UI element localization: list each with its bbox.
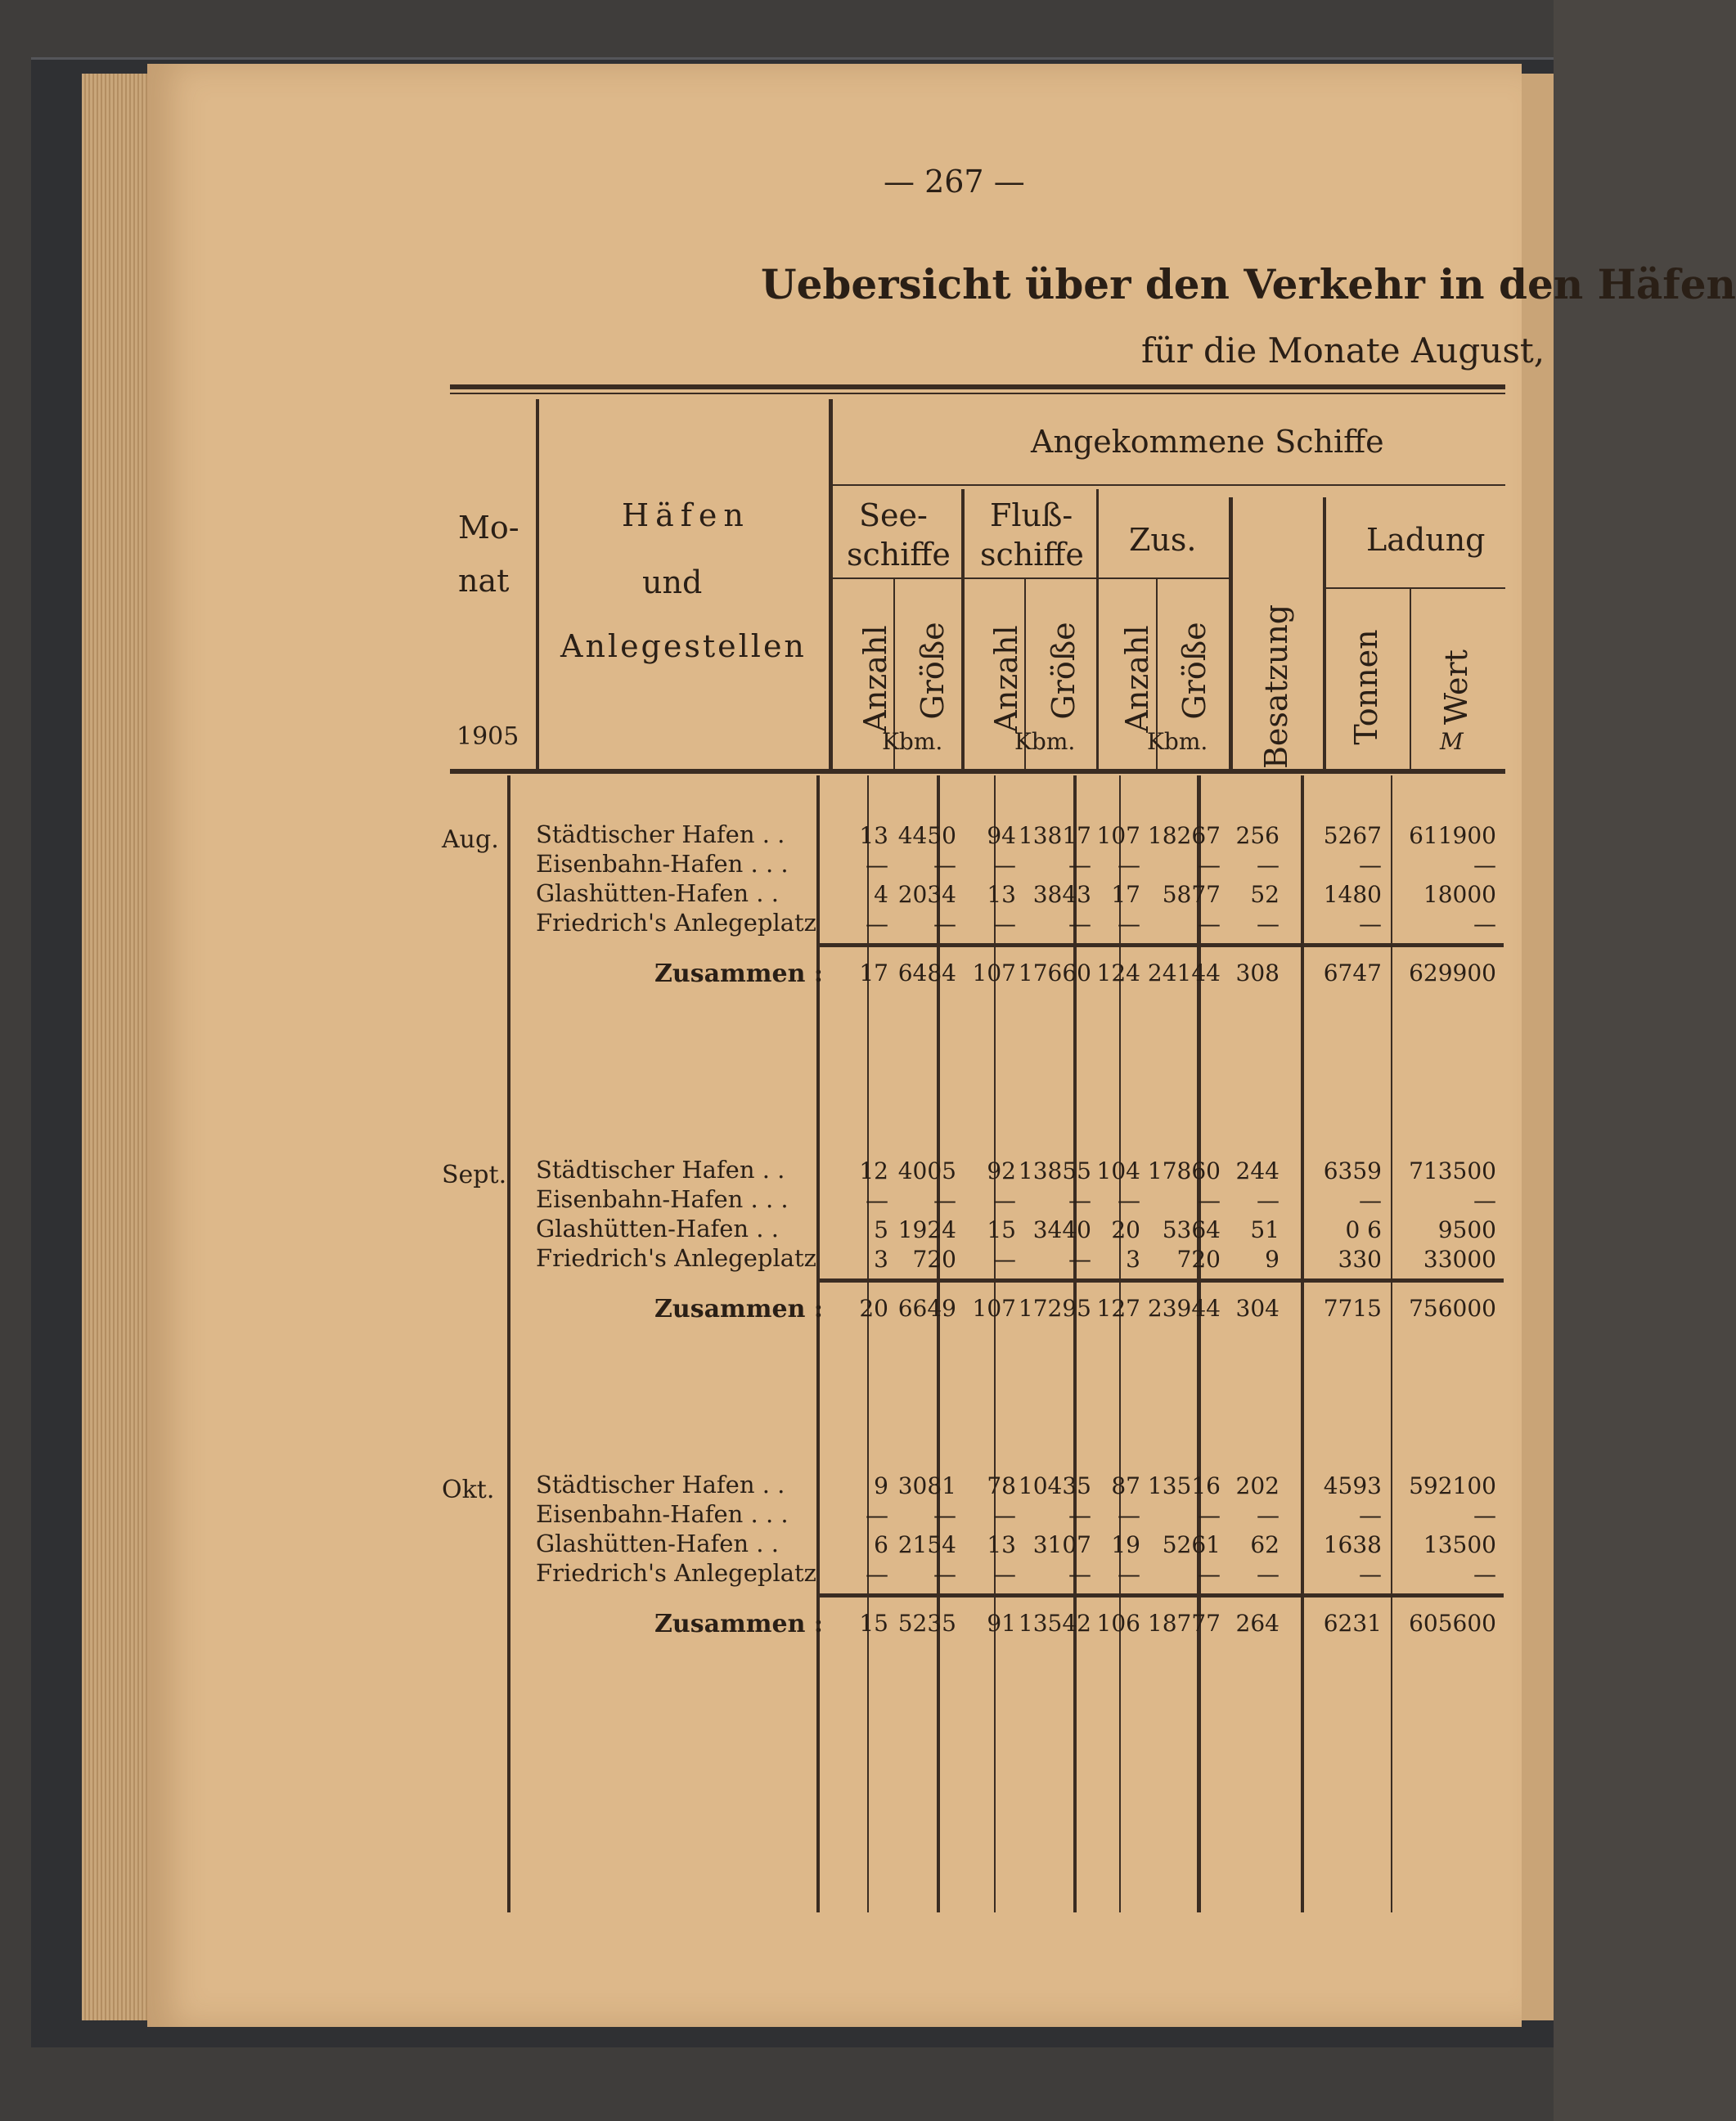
- table-cell: —: [1359, 910, 1382, 937]
- table-cell: 244: [1235, 1157, 1280, 1184]
- table-cell: 3843: [1032, 881, 1091, 908]
- table-cell: —: [1359, 1502, 1382, 1529]
- header-ladung: Ladung: [1366, 522, 1486, 558]
- table-cell: —: [993, 1502, 1016, 1529]
- table-cell: —: [993, 852, 1016, 879]
- header-anzahl-fluss: Anzahl: [988, 625, 1024, 733]
- header-besatzung: Besatzung: [1258, 604, 1294, 769]
- body-rule-month: [507, 775, 510, 1912]
- header-zus: Zus.: [1129, 522, 1197, 558]
- table-cell: 3081: [897, 1472, 956, 1499]
- page-title: Uebersicht über den Verkehr in den Häfen: [761, 260, 1736, 308]
- header-mark: M: [1440, 728, 1464, 755]
- table-cell: —: [1473, 1502, 1496, 1529]
- table-cell: —: [866, 1187, 888, 1214]
- col-rule-see: [961, 489, 965, 771]
- table-cell: 17: [1111, 881, 1140, 908]
- total-cell: 264: [1235, 1610, 1280, 1637]
- port-name: Glashütten-Hafen . .: [536, 879, 779, 907]
- table-cell: 18000: [1423, 881, 1496, 908]
- table-cell: 1480: [1323, 881, 1382, 908]
- col-rule-zus: [1229, 497, 1233, 771]
- port-name: Städtischer Hafen . .: [536, 1471, 785, 1499]
- total-cell: 107: [972, 1295, 1016, 1322]
- table-cell: 78: [987, 1472, 1016, 1499]
- header-wert: Wert: [1438, 649, 1474, 725]
- total-cell: 17: [859, 959, 888, 986]
- table-cell: 33000: [1423, 1246, 1496, 1273]
- table-cell: 92: [987, 1157, 1016, 1184]
- total-cell: 127: [1096, 1295, 1140, 1322]
- month-label: Sept.: [442, 1161, 507, 1189]
- table-cell: 12: [859, 1157, 888, 1184]
- month-label: Okt.: [442, 1476, 495, 1504]
- header-anzahl-see: Anzahl: [857, 625, 893, 733]
- total-cell: 13542: [1018, 1610, 1091, 1637]
- table-cell: —: [1359, 1187, 1382, 1214]
- table-cell: 4005: [897, 1157, 956, 1184]
- table-cell: —: [1359, 1561, 1382, 1588]
- table-cell: —: [1257, 1561, 1280, 1588]
- table-cell: —: [933, 1502, 956, 1529]
- table-cell: 51: [1250, 1216, 1280, 1243]
- total-cell: 106: [1096, 1610, 1140, 1637]
- total-rule: [816, 1278, 1504, 1283]
- total-cell: 15: [859, 1610, 888, 1637]
- col-rule-hafen: [829, 399, 833, 771]
- total-cell: 6484: [897, 959, 956, 986]
- col-rule-month: [536, 399, 539, 771]
- table-cell: 720: [1176, 1246, 1221, 1273]
- table-cell: 1638: [1323, 1531, 1382, 1558]
- table-cell: —: [993, 1561, 1016, 1588]
- table-cell: —: [1198, 1561, 1221, 1588]
- table-cell: —: [1359, 852, 1382, 879]
- table-cell: 107: [1096, 822, 1140, 849]
- total-cell: 124: [1096, 959, 1140, 986]
- table-cell: 3: [874, 1246, 888, 1273]
- header-anlegestellen: Anlegestellen: [560, 628, 807, 664]
- header-tonnen: Tonnen: [1348, 629, 1384, 745]
- table-cell: 6: [874, 1531, 888, 1558]
- table-cell: 4593: [1323, 1472, 1382, 1499]
- table-cell: 4: [874, 881, 888, 908]
- table-cell: 3440: [1032, 1216, 1091, 1243]
- total-cell: 5235: [897, 1610, 956, 1637]
- port-name: Friedrich's Anlegeplatz: [536, 1244, 816, 1272]
- total-cell: 17295: [1018, 1295, 1091, 1322]
- col-rule-besatzung: [1323, 497, 1326, 771]
- total-cell: 605600: [1409, 1610, 1496, 1637]
- table-cell: 5877: [1162, 881, 1221, 908]
- table-cell: 13: [859, 822, 888, 849]
- total-cell: 304: [1235, 1295, 1280, 1322]
- table-cell: —: [1118, 1561, 1140, 1588]
- total-cell: 308: [1235, 959, 1280, 986]
- table-cell: 13: [987, 881, 1016, 908]
- table-cell: —: [1068, 910, 1091, 937]
- table-cell: —: [1257, 910, 1280, 937]
- header-und: und: [642, 564, 703, 600]
- port-name: Friedrich's Anlegeplatz: [536, 1559, 816, 1587]
- table-cell: 592100: [1409, 1472, 1496, 1499]
- top-rule: [450, 384, 1505, 389]
- table-cell: 5261: [1162, 1531, 1221, 1558]
- table-cell: —: [933, 910, 956, 937]
- table-cell: 13500: [1423, 1531, 1496, 1558]
- total-cell: 23944: [1147, 1295, 1221, 1322]
- total-rule: [816, 1593, 1504, 1597]
- table-cell: 13: [987, 1531, 1016, 1558]
- header-fluss-1: Fluß-: [990, 497, 1073, 533]
- col-rule-fluss: [1096, 489, 1099, 771]
- table-cell: —: [1068, 1502, 1091, 1529]
- header-monat-2: nat: [458, 563, 510, 599]
- table-cell: —: [1473, 910, 1496, 937]
- table-cell: 9: [1265, 1246, 1280, 1273]
- total-cell: 91: [987, 1610, 1016, 1637]
- table-cell: 20: [1111, 1216, 1140, 1243]
- total-rule: [816, 943, 1504, 947]
- table-cell: 18267: [1147, 822, 1221, 849]
- total-cell: 20: [859, 1295, 888, 1322]
- table-cell: —: [1198, 1187, 1221, 1214]
- col-sub-ladung: [1410, 587, 1411, 771]
- port-name: Glashütten-Hafen . .: [536, 1215, 779, 1242]
- table-cell: 611900: [1409, 822, 1496, 849]
- top-rule-thin: [450, 393, 1505, 394]
- table-cell: 13855: [1018, 1157, 1091, 1184]
- header-kbm-fluss: Kbm.: [1014, 728, 1076, 755]
- header-year: 1905: [456, 722, 519, 751]
- table-cell: —: [1068, 1187, 1091, 1214]
- total-label: Zusammen :: [654, 1295, 823, 1323]
- table-cell: 202: [1235, 1472, 1280, 1499]
- table-cell: 713500: [1409, 1157, 1496, 1184]
- table-cell: 9: [874, 1472, 888, 1499]
- total-label: Zusammen :: [654, 959, 823, 988]
- table-cell: 5267: [1323, 822, 1382, 849]
- table-cell: 330: [1338, 1246, 1382, 1273]
- table-cell: —: [993, 1246, 1016, 1273]
- table-cell: 87: [1111, 1472, 1140, 1499]
- port-name: Städtischer Hafen . .: [536, 820, 785, 848]
- table-cell: —: [993, 910, 1016, 937]
- table-cell: —: [1198, 852, 1221, 879]
- sub-rule-ladung: [1325, 587, 1505, 589]
- table-cell: —: [1257, 852, 1280, 879]
- table-cell: —: [1257, 1502, 1280, 1529]
- total-cell: 756000: [1409, 1295, 1496, 1322]
- table-cell: 104: [1096, 1157, 1140, 1184]
- table-cell: —: [866, 1561, 888, 1588]
- header-anzahl-zus: Anzahl: [1119, 625, 1155, 733]
- table-cell: 256: [1235, 822, 1280, 849]
- table-cell: 13817: [1018, 822, 1091, 849]
- header-fluss-2: schiffe: [980, 537, 1084, 573]
- table-cell: 5: [874, 1216, 888, 1243]
- table-cell: —: [866, 1502, 888, 1529]
- table-cell: —: [1068, 1561, 1091, 1588]
- header-hafen: Häfen: [622, 497, 750, 533]
- table-cell: —: [1257, 1187, 1280, 1214]
- table-cell: 1924: [897, 1216, 956, 1243]
- table-cell: —: [933, 1561, 956, 1588]
- table-cell: —: [1068, 1246, 1091, 1273]
- port-name: Eisenbahn-Hafen . . .: [536, 1500, 789, 1528]
- table-cell: —: [1118, 910, 1140, 937]
- table-cell: 2034: [897, 881, 956, 908]
- sub-rule-ships: [830, 577, 1231, 579]
- total-cell: 7715: [1323, 1295, 1382, 1322]
- page-number: — 267 —: [884, 164, 1025, 200]
- total-cell: 6231: [1323, 1610, 1382, 1637]
- table-cell: —: [1118, 852, 1140, 879]
- header-seeschiffe-2: schiffe: [847, 537, 951, 573]
- total-cell: 6747: [1323, 959, 1382, 986]
- header-groesse-fluss: Größe: [1046, 622, 1082, 720]
- table-cell: —: [1118, 1502, 1140, 1529]
- table-cell: 9500: [1437, 1216, 1496, 1243]
- table-cell: —: [933, 1187, 956, 1214]
- total-cell: 6649: [897, 1295, 956, 1322]
- table-cell: 62: [1250, 1531, 1280, 1558]
- header-angekommene: Angekommene Schiffe: [1031, 424, 1384, 460]
- header-groesse-zus: Größe: [1176, 622, 1212, 720]
- table-cell: —: [866, 910, 888, 937]
- page-subtitle: für die Monate August,: [1141, 330, 1545, 371]
- table-cell: 13516: [1147, 1472, 1221, 1499]
- port-name: Städtischer Hafen . .: [536, 1156, 785, 1184]
- total-cell: 24144: [1147, 959, 1221, 986]
- table-cell: 0 6: [1345, 1216, 1382, 1243]
- port-name: Glashütten-Hafen . .: [536, 1530, 779, 1557]
- month-label: Aug.: [442, 825, 499, 854]
- table-cell: —: [1198, 910, 1221, 937]
- port-name: Eisenbahn-Hafen . . .: [536, 1185, 789, 1213]
- total-cell: 107: [972, 959, 1016, 986]
- table-cell: 6359: [1323, 1157, 1382, 1184]
- total-cell: 17660: [1018, 959, 1091, 986]
- total-label: Zusammen :: [654, 1610, 823, 1638]
- table-cell: 10435: [1018, 1472, 1091, 1499]
- table-cell: —: [1473, 1187, 1496, 1214]
- header-kbm-see: Kbm.: [882, 728, 943, 755]
- table-cell: —: [933, 852, 956, 879]
- table-cell: 94: [987, 822, 1016, 849]
- table-cell: —: [1198, 1502, 1221, 1529]
- port-name: Eisenbahn-Hafen . . .: [536, 850, 789, 878]
- table-cell: —: [1473, 1561, 1496, 1588]
- table-cell: 3: [1126, 1246, 1140, 1273]
- header-bottom-rule: [450, 769, 1505, 774]
- table-cell: —: [1473, 852, 1496, 879]
- table-cell: —: [1068, 852, 1091, 879]
- table-cell: 15: [987, 1216, 1016, 1243]
- table-cell: 52: [1250, 881, 1280, 908]
- table-cell: —: [866, 852, 888, 879]
- header-kbm-zus: Kbm.: [1147, 728, 1208, 755]
- header-groesse-see: Größe: [915, 622, 951, 720]
- table-cell: —: [993, 1187, 1016, 1214]
- table-cell: 19: [1111, 1531, 1140, 1558]
- total-cell: 18777: [1147, 1610, 1221, 1637]
- angekommene-rule: [830, 484, 1505, 486]
- total-cell: 629900: [1409, 959, 1496, 986]
- table-cell: 720: [912, 1246, 956, 1273]
- header-seeschiffe-1: See-: [859, 497, 928, 533]
- table-cell: 17860: [1147, 1157, 1221, 1184]
- port-name: Friedrich's Anlegeplatz: [536, 909, 816, 937]
- table-cell: 4450: [897, 822, 956, 849]
- table-cell: 3107: [1032, 1531, 1091, 1558]
- table-cell: 5364: [1162, 1216, 1221, 1243]
- header-monat-1: Mo-: [458, 510, 519, 546]
- book-page: [147, 64, 1736, 2027]
- table-cell: 2154: [897, 1531, 956, 1558]
- table-cell: —: [1118, 1187, 1140, 1214]
